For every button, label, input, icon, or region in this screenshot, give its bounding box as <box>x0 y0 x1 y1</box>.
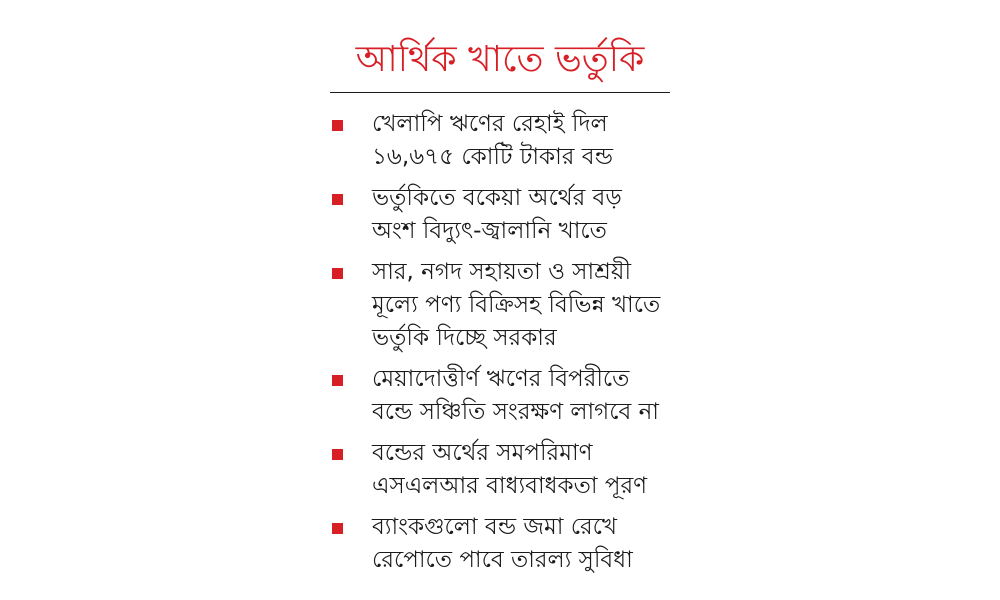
list-item-line: এসএলআর বাধ্যবাধকতা পূরণ <box>372 473 648 499</box>
bullet-square-icon <box>332 449 343 460</box>
list-item-line: ১৬,৬৭৫ কোটি টাকার বন্ড <box>372 144 613 170</box>
bullet-square-icon <box>332 523 343 534</box>
list-item <box>330 437 690 503</box>
infographic-title: আর্থিক খাতে ভর্তুকি <box>355 39 645 80</box>
title-divider <box>330 92 670 93</box>
list-item-line: খেলাপি ঋণের রেহাই দিল <box>372 111 608 137</box>
list-item-line: মেয়াদোত্তীর্ণ ঋণের বিপরীতে <box>372 366 630 392</box>
list-item-line: সার, নগদ সহায়তা ও সাশ্রয়ী <box>372 259 632 285</box>
list-item-line: মূল্যে পণ্য বিক্রিসহ বিভিন্ন খাতে <box>372 292 661 318</box>
list-item-line: ভর্তুকিতে বকেয়া অর্থের বড় <box>372 185 622 211</box>
list-item <box>330 363 690 429</box>
bullet-square-icon <box>332 375 343 386</box>
bullet-square-icon <box>332 268 343 279</box>
list-item <box>330 256 690 355</box>
list-item-line: বন্ডে সঞ্চিতি সংরক্ষণ লাগবে না <box>372 399 659 425</box>
list-item <box>330 108 690 174</box>
list-item <box>330 511 690 577</box>
list-item-line: বন্ডের অর্থের সমপরিমাণ <box>372 440 593 466</box>
list-item-line: অংশ বিদ্যুৎ-জ্বালানি খাতে <box>372 218 607 244</box>
list-item-line: রেপোতে পাবে তারল্য সুবিধা <box>372 547 633 573</box>
list-item <box>330 182 690 248</box>
bullet-square-icon <box>332 120 343 131</box>
bullet-list <box>330 108 690 585</box>
list-item-line: ব্যাংকগুলো বন্ড জমা রেখে <box>372 514 618 540</box>
bullet-square-icon <box>332 194 343 205</box>
list-item-line: ভর্তুকি দিচ্ছে সরকার <box>372 325 557 351</box>
